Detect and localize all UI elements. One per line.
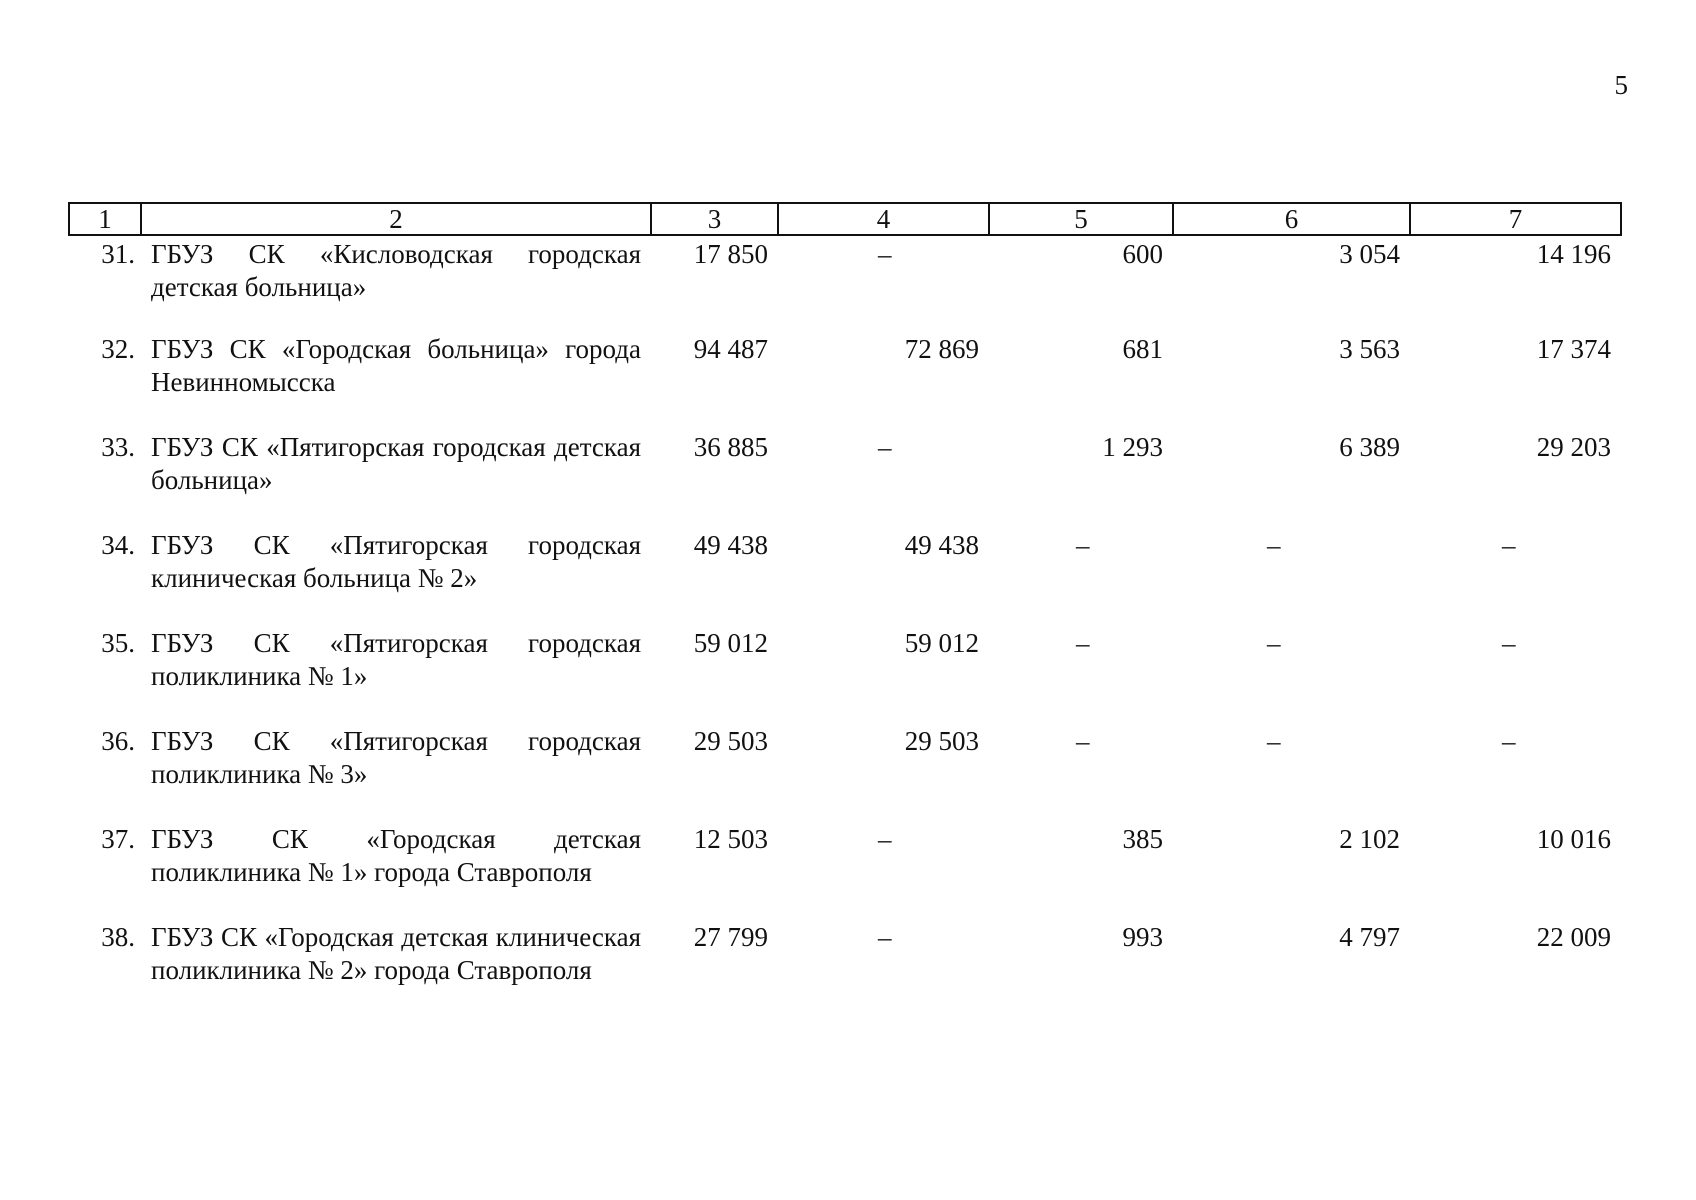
value-col-4: 29 503 xyxy=(904,726,979,756)
value-col-7: – xyxy=(1502,726,1516,756)
row-number: 31. xyxy=(101,239,135,269)
value-col-6: – xyxy=(1267,628,1281,658)
row-number: 34. xyxy=(101,530,135,560)
value-col-7: – xyxy=(1502,628,1516,658)
institution-name: ГБУЗ СК «Пятигорская городская поликлиника № 3» xyxy=(151,726,641,789)
value-col-7: – xyxy=(1502,530,1516,560)
value-col-6: 2 102 xyxy=(1339,824,1400,854)
value-col-7: 17 374 xyxy=(1536,334,1611,364)
table-row xyxy=(69,921,1621,1031)
value-col-4: – xyxy=(878,239,892,269)
value-col-3: 12 503 xyxy=(693,824,768,854)
value-col-5: 681 xyxy=(1122,334,1163,364)
institution-name: ГБУЗ СК «Городская детская клиническая поликлиника № 2» города Ставрополя xyxy=(151,922,641,985)
value-col-3: 59 012 xyxy=(693,628,768,658)
value-col-6: – xyxy=(1267,530,1281,560)
funding-table xyxy=(68,202,1622,1031)
value-col-7: 22 009 xyxy=(1536,922,1611,952)
value-col-4: – xyxy=(878,922,892,952)
value-col-5: – xyxy=(1076,726,1090,756)
value-col-5: 385 xyxy=(1122,824,1163,854)
value-col-7: 10 016 xyxy=(1536,824,1611,854)
row-number: 37. xyxy=(101,824,135,854)
header-col-2: 2 xyxy=(141,203,651,235)
header-col-7: 7 xyxy=(1410,203,1621,235)
row-number: 33. xyxy=(101,432,135,462)
table-row xyxy=(69,823,1621,921)
value-col-6: – xyxy=(1267,726,1281,756)
header-col-5: 5 xyxy=(989,203,1173,235)
institution-name: ГБУЗ СК «Пятигорская городская поликлиника № 1» xyxy=(151,628,641,691)
value-col-3: 17 850 xyxy=(693,239,768,269)
value-col-4: 49 438 xyxy=(904,530,979,560)
institution-name: ГБУЗ СК «Пятигорская городская клиническая больница № 2» xyxy=(151,530,641,593)
value-col-4: 72 869 xyxy=(904,334,979,364)
value-col-6: 6 389 xyxy=(1339,432,1400,462)
value-col-5: 993 xyxy=(1122,922,1163,952)
table-body xyxy=(69,235,1621,1031)
institution-name: ГБУЗ СК «Кисловодская городская детская больница» xyxy=(151,239,641,302)
value-col-3: 49 438 xyxy=(693,530,768,560)
row-number: 32. xyxy=(101,334,135,364)
value-col-7: 29 203 xyxy=(1536,432,1611,462)
value-col-6: 3 054 xyxy=(1339,239,1400,269)
table-row xyxy=(69,529,1621,627)
value-col-3: 36 885 xyxy=(693,432,768,462)
value-col-4: – xyxy=(878,824,892,854)
value-col-5: – xyxy=(1076,628,1090,658)
value-col-4: 59 012 xyxy=(904,628,979,658)
value-col-3: 29 503 xyxy=(693,726,768,756)
header-col-3: 3 xyxy=(651,203,778,235)
value-col-5: 1 293 xyxy=(1102,432,1163,462)
value-col-6: 4 797 xyxy=(1339,922,1400,952)
value-col-7: 14 196 xyxy=(1536,239,1611,269)
table-row xyxy=(69,725,1621,823)
row-number: 35. xyxy=(101,628,135,658)
header-col-4: 4 xyxy=(778,203,989,235)
table-row xyxy=(69,627,1621,725)
header-row xyxy=(69,203,1621,235)
header-col-1: 1 xyxy=(69,203,141,235)
row-number: 38. xyxy=(101,922,135,952)
header-col-6: 6 xyxy=(1173,203,1410,235)
table-row xyxy=(69,431,1621,529)
table-row xyxy=(69,235,1621,333)
value-col-5: 600 xyxy=(1122,239,1163,269)
institution-name: ГБУЗ СК «Городская детская поликлиника № 1» города Ставрополя xyxy=(151,824,641,887)
value-col-5: – xyxy=(1076,530,1090,560)
row-number: 36. xyxy=(101,726,135,756)
table-header xyxy=(69,203,1621,235)
value-col-6: 3 563 xyxy=(1339,334,1400,364)
institution-name: ГБУЗ СК «Городская больница» города Невинномысска xyxy=(151,334,641,397)
value-col-4: – xyxy=(878,432,892,462)
institution-name: ГБУЗ СК «Пятигорская городская детская больница» xyxy=(151,432,641,495)
value-col-3: 94 487 xyxy=(693,334,768,364)
value-col-3: 27 799 xyxy=(693,922,768,952)
table-row xyxy=(69,333,1621,431)
page-number: 5 xyxy=(1614,70,1628,100)
